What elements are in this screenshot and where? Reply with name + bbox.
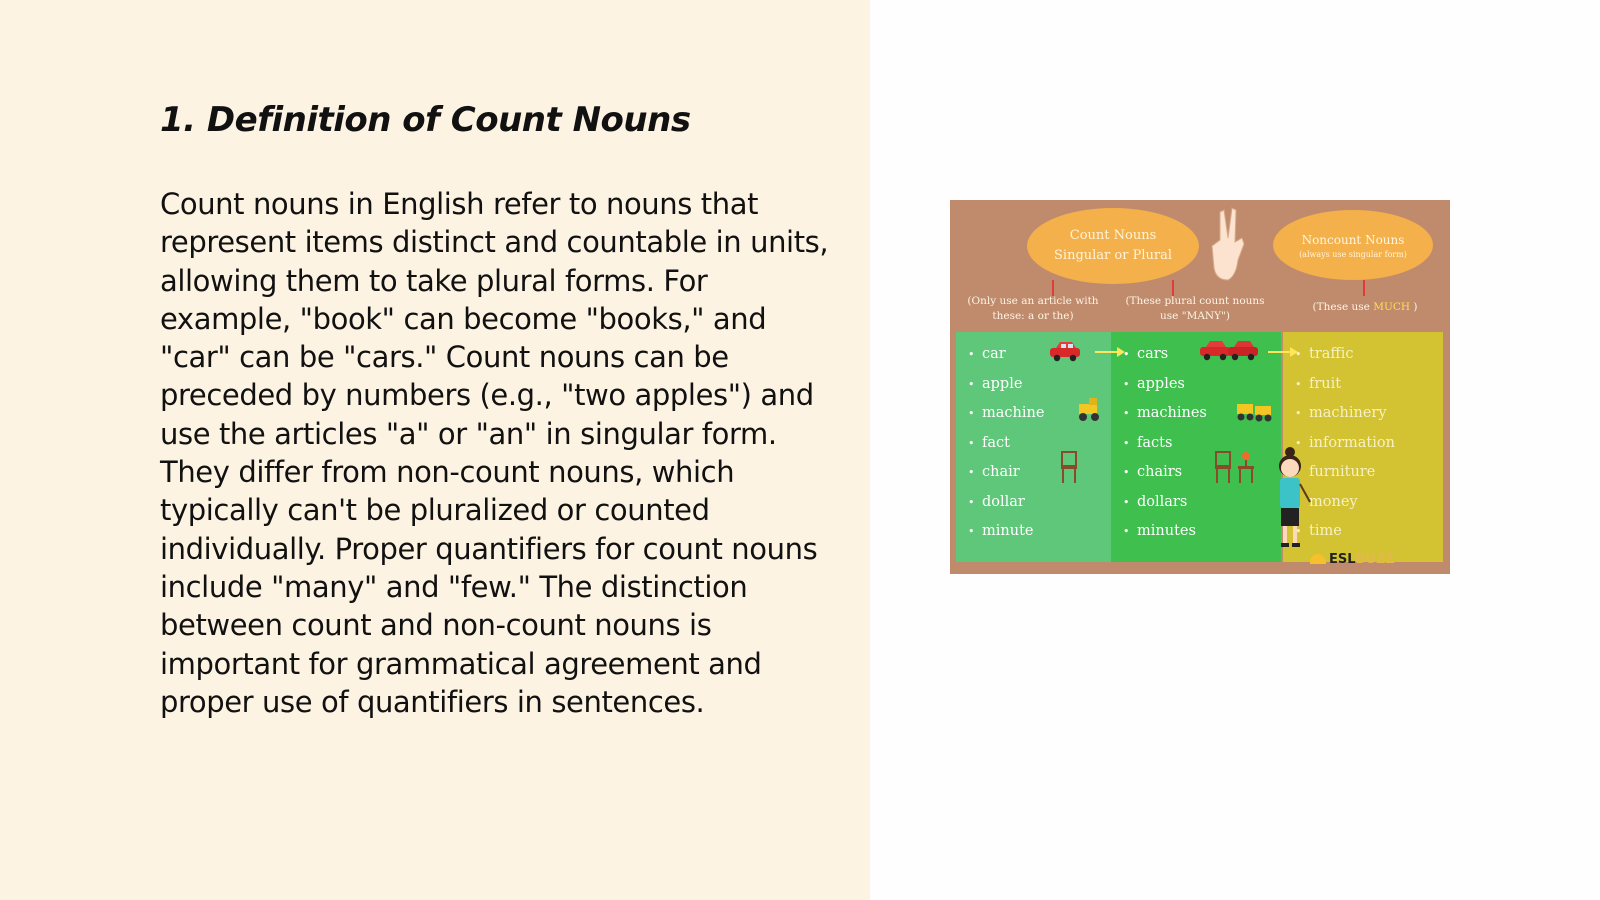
noncount-word-item: • information [1309,429,1443,459]
noncount-word-item: • machinery [1309,399,1443,429]
plural-column [1111,332,1281,562]
singular-column [956,332,1111,562]
plural-word-list [1111,332,1281,547]
noncount-note [1295,300,1435,315]
plural-note [1115,294,1275,324]
logo-faded-text: BUZZ [1355,552,1395,567]
noncount-word-item: • traffic [1309,340,1443,370]
plural-word-item: • facts [1137,429,1281,459]
singular-word-item: • machine [982,399,1111,429]
count-nouns-bubble-subtitle: Singular or Plural [1054,248,1172,263]
count-nouns-infographic [950,200,1450,574]
singular-note-line2: these: a or the) [992,310,1074,322]
sun-logo-icon [1310,554,1326,564]
noncount-nouns-bubble-subtitle: (always use singular form) [1299,250,1407,259]
plural-note-line2: use "MANY") [1160,310,1230,322]
logo-main-text: ESL [1329,552,1356,567]
noncount-word-item: • furniture [1309,458,1443,488]
noncount-nouns-bubble-title: Noncount Nouns [1301,233,1405,247]
slide-body-text: Count nouns in English refer to nouns that represent items distinct and countable in units, allowing them to take plural forms. For example, "book" can become "books," and "car" can be "cars." Count nouns can be preceded by numbers (e.g., "two apples") and use the articles "a" or "an" in singular form. They differ from non-count nouns, which typically can't be pluralized or counted individually. Proper quantifiers for count nouns include "many" and "few." The distinction between count and non-count nouns is important for grammatical agreement and proper use of quantifiers in sentences. [160,187,829,719]
machine-icon [1075,396,1103,422]
plural-word-item: • apples [1137,370,1281,400]
plural-word-item: • dollars [1137,488,1281,518]
singular-word-item: • chair [982,458,1111,488]
plural-word-item: • minutes [1137,517,1281,547]
noncount-note-prefix: (These use [1312,301,1370,313]
car-icon [1048,340,1082,362]
singular-word-item: • minute [982,517,1111,547]
singular-word-item: • car [982,340,1111,370]
machines-icon [1235,396,1275,422]
count-nouns-bubble [1027,208,1199,284]
right-arrow-icon [1095,346,1125,358]
noncount-word-item: • time [1309,517,1443,547]
right-arrow-icon [1268,346,1298,358]
slide-title: 1. Definition of Count Nouns [160,100,691,140]
noncount-nouns-bubble [1273,210,1433,280]
plural-word-item: • cars [1137,340,1281,370]
singular-word-item: • fact [982,429,1111,459]
singular-note-line1: (Only use an article with [967,295,1099,307]
plural-word-item: • chairs [1137,458,1281,488]
singular-word-list [956,332,1111,547]
cars-icon [1198,338,1260,362]
plural-note-line1: (These plural count nouns [1125,295,1265,307]
chair-icon [1058,450,1080,484]
plural-word-item: • machines [1137,399,1281,429]
teacher-illustration-icon [1270,446,1314,550]
singular-word-item: • dollar [982,488,1111,518]
noncount-note-suffix: ) [1413,301,1418,313]
eslbuzz-logo [1310,552,1395,567]
two-fingers-hand-icon [1206,204,1252,284]
singular-note [958,294,1108,324]
chairs-icon [1214,450,1256,484]
noncount-note-emphasis: MUCH [1373,301,1411,313]
down-arrow-icon [1363,280,1365,296]
noncount-word-item: • fruit [1309,370,1443,400]
singular-word-item: • apple [982,370,1111,400]
noncount-word-item: • money [1309,488,1443,518]
count-nouns-bubble-title: Count Nouns [1069,228,1157,243]
